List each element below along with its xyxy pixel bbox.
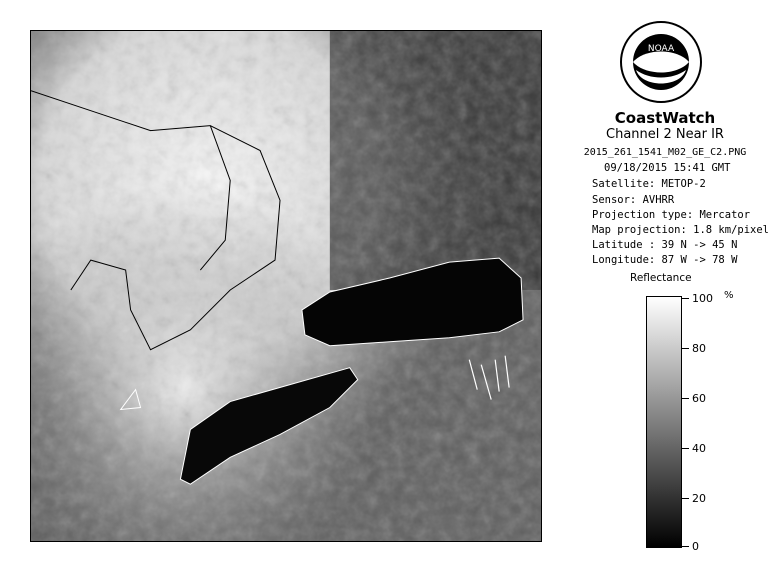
noaa-logo [620,18,702,106]
brand-title: CoastWatch [614,109,716,127]
colorbar-label-0: 0 [692,540,699,553]
logo-text: NOAA [647,44,675,54]
sensor: Sensor: AVHRR [592,194,675,206]
projection-type: Projection type: Mercator [592,209,751,221]
colorbar-tick [682,546,689,547]
colorbar-tick [682,498,689,499]
colorbar-label-20: 20 [692,492,706,505]
colorbar-tick [682,348,689,349]
satellite-image [30,30,542,542]
longitude: Longitude: 87 W -> 78 W [592,254,738,266]
datetime: 09/18/2015 15:41 GMT [604,162,731,174]
colorbar-label-100: 100 [692,292,713,305]
channel-label: Channel 2 Near IR [606,127,724,142]
colorbar-title: Reflectance [630,272,692,284]
map-projection: Map projection: 1.8 km/pixel [592,224,770,236]
colorbar-tick [682,398,689,399]
colorbar-label-40: 40 [692,442,706,455]
colorbar [646,296,682,548]
latitude: Latitude : 39 N -> 45 N [592,239,738,251]
colorbar-unit: % [724,290,734,301]
colorbar-tick [682,298,689,299]
colorbar-label-60: 60 [692,392,706,405]
file-name: 2015_261_1541_M02_GE_C2.PNG [583,147,747,158]
satellite: Satellite: METOP-2 [592,178,706,190]
colorbar-label-80: 80 [692,342,706,355]
colorbar-tick [682,448,689,449]
